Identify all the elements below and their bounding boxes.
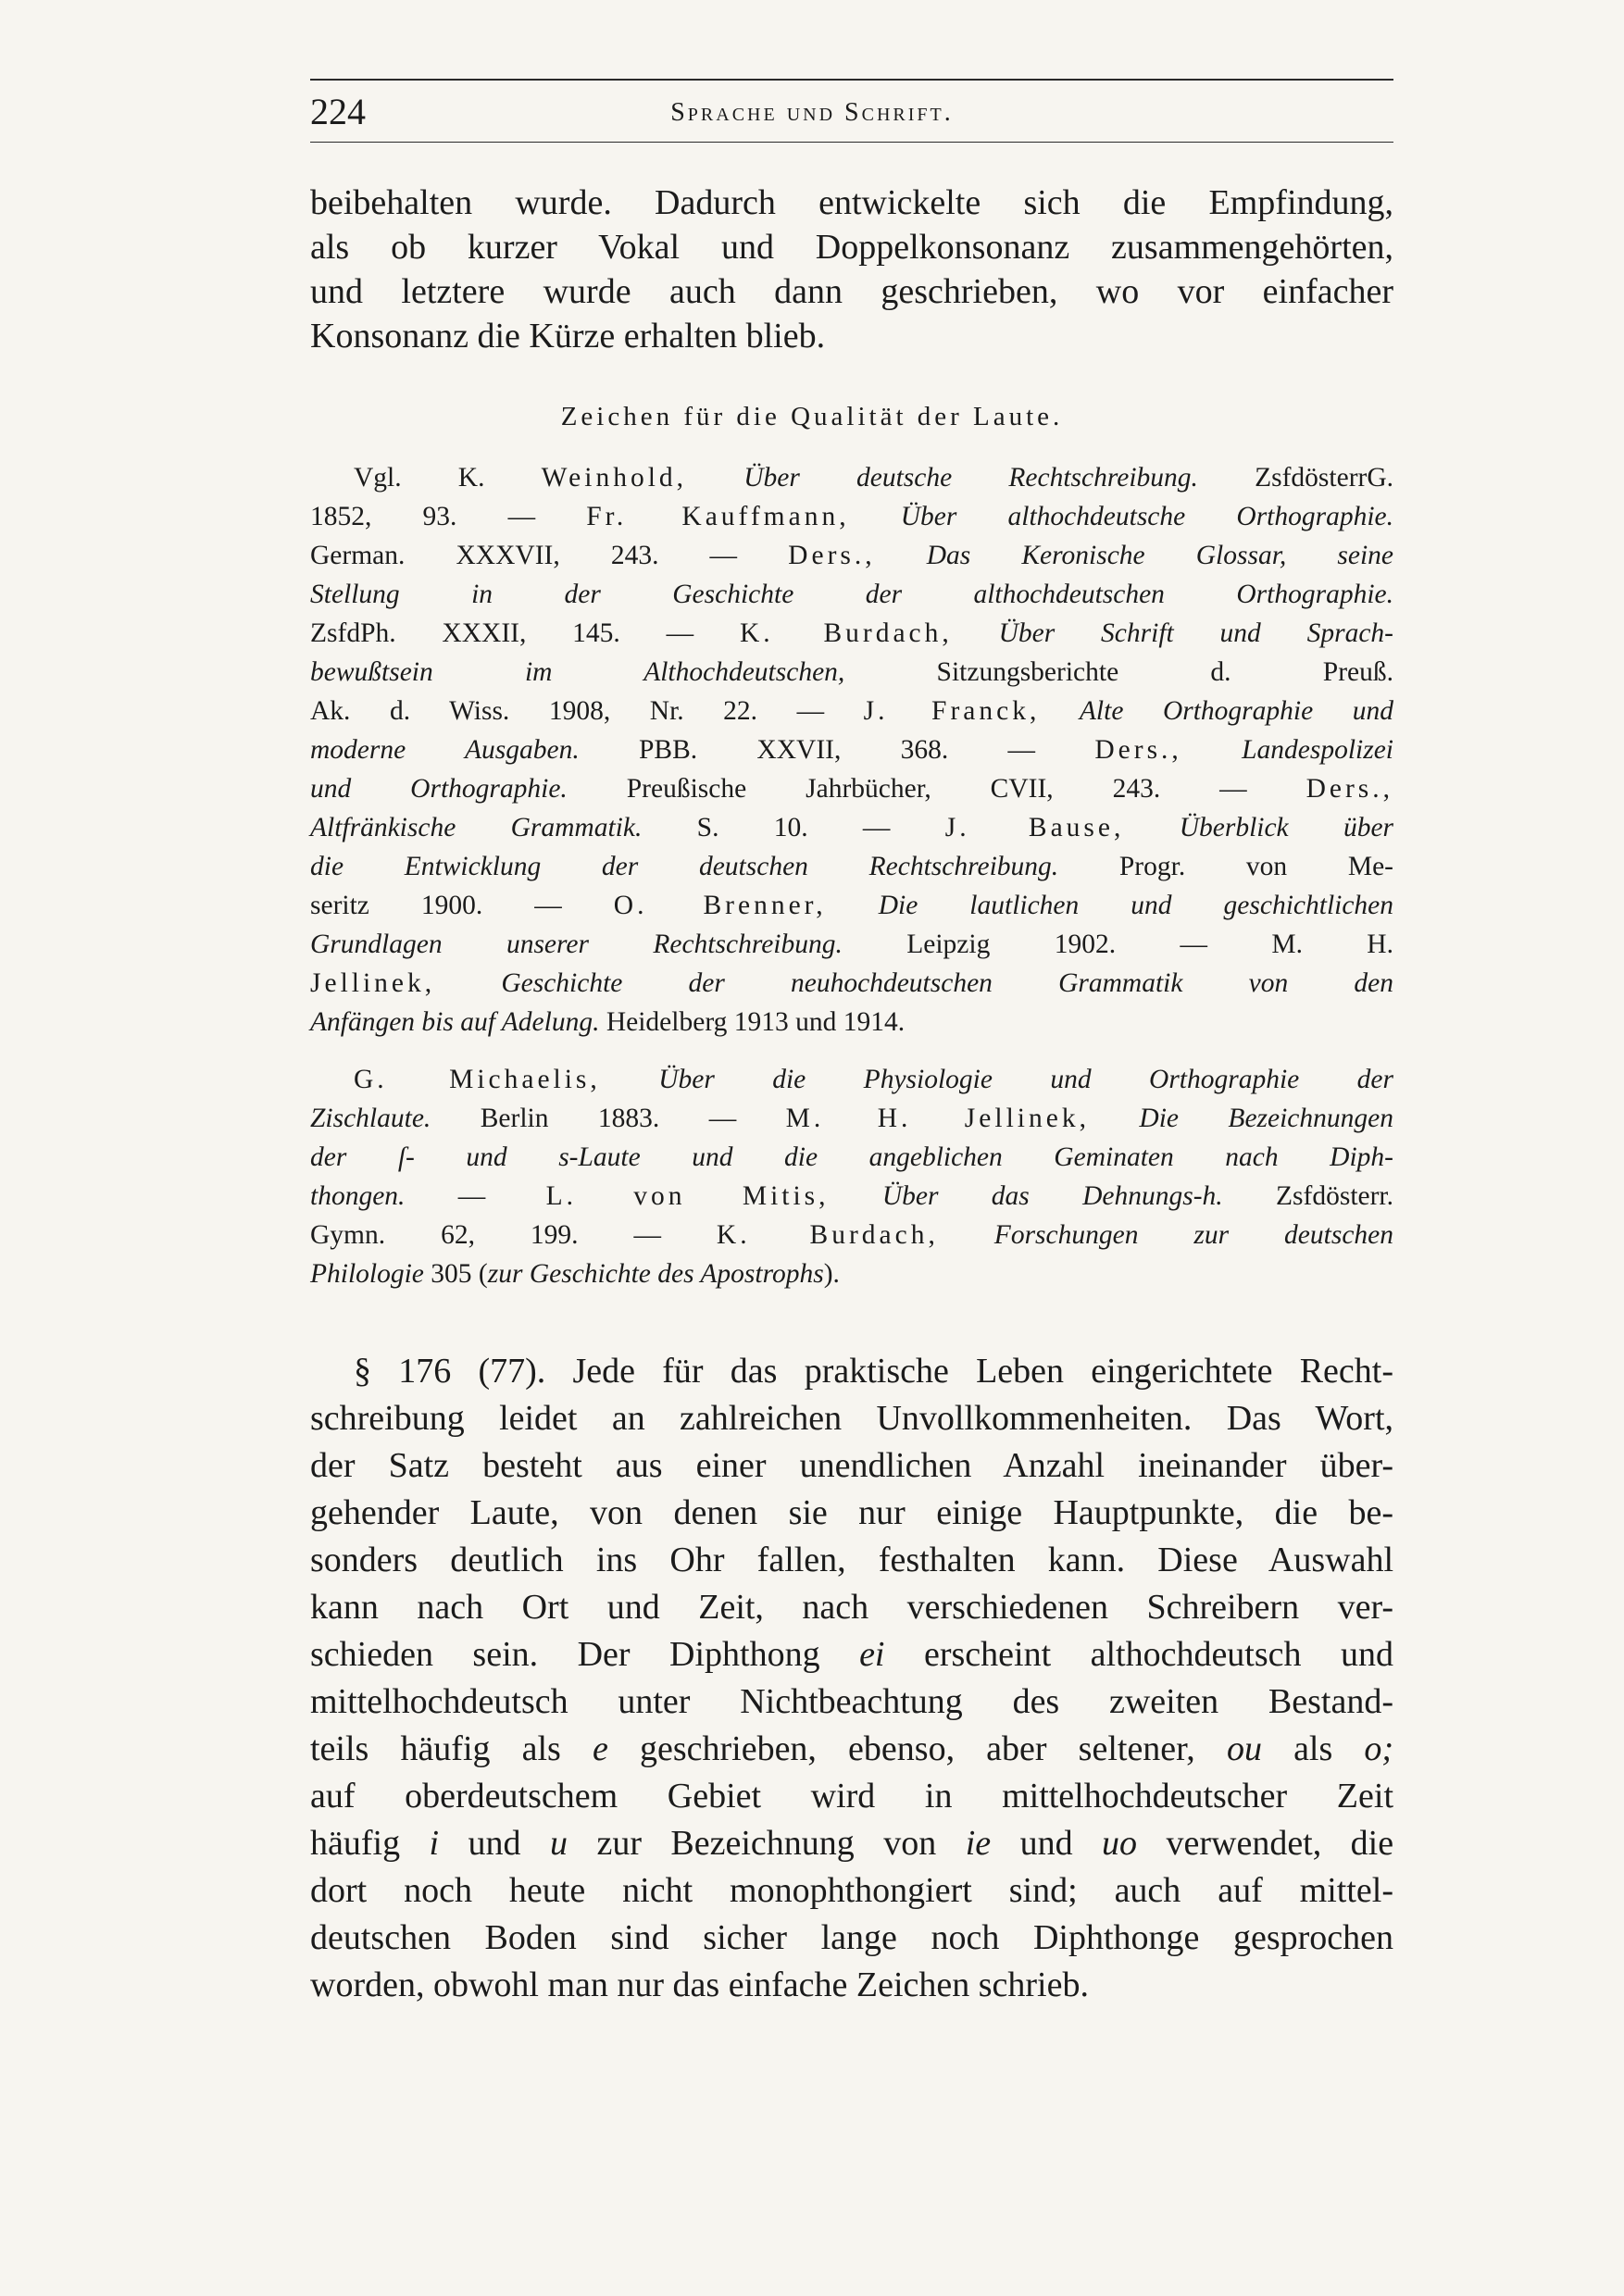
bibliography-line: Vgl. K. Weinhold, Über deutsche Rechtschreibung. ZsfdösterrG. [354, 463, 1394, 493]
bibliography-line: Zischlaute. Berlin 1883. — M. H. Jellinek, Die Bezeichnungen [310, 1104, 1393, 1133]
text-line: deutschen Boden sind sicher lange noch Diphthonge gesprochen [310, 1918, 1393, 1957]
text-line: teils häufig als e geschrieben, ebenso, aber seltener, ou als o; [310, 1729, 1394, 1768]
bibliography-line: Philologie 305 (zur Geschichte des Apostrophs). [310, 1259, 840, 1289]
bibliography-line: die Entwicklung der deutschen Rechtschreibung. Progr. von Me- [310, 852, 1394, 881]
text-line: gehender Laute, von denen sie nur einige Hauptpunkte, die be- [310, 1493, 1393, 1532]
bibliography-line: Anfängen bis auf Adelung. Heidelberg 1913 und 1914. [310, 1007, 906, 1037]
bibliography-line: ZsfdPh. XXXII, 145. — K. Burdach, Über Schrift und Sprach- [310, 618, 1394, 648]
bibliography-line: der ſ- und s-Laute und die angeblichen Geminaten nach Diph- [310, 1142, 1393, 1172]
text-line: worden, obwohl man nur das einfache Zeichen schrieb. [310, 1965, 1089, 2004]
bibliography-line: Stellung in der Geschichte der althochdeutschen Orthographie. [310, 580, 1393, 609]
bibliography-line: Jellinek, Geschichte der neuhochdeutschen Grammatik von den [310, 968, 1393, 998]
header-bottom-rule [310, 142, 1393, 143]
text-line: sonders deutlich ins Ohr fallen, festhalten kann. Diese Auswahl [310, 1541, 1393, 1579]
bibliography-line: Gymn. 62, 199. — K. Burdach, Forschungen zur deutschen [310, 1220, 1394, 1250]
bibliography-line: Ak. d. Wiss. 1908, Nr. 22. — J. Franck, Alte Orthographie und [310, 696, 1393, 726]
text-line: der Satz besteht aus einer unendlichen Anzahl ineinander über- [310, 1446, 1393, 1485]
bibliography-line: German. XXXVII, 243. — Ders., Das Keronische Glossar, seine [310, 541, 1394, 570]
bibliography-line: thongen. — L. von Mitis, Über das Dehnungs-h. Zsfdösterr. [310, 1181, 1394, 1211]
text-line: schreibung leidet an zahlreichen Unvollkommenheiten. Das Wort, [310, 1399, 1393, 1438]
running-title: Sprache und Schrift. [670, 98, 954, 127]
bibliography-line: und Orthographie. Preußische Jahrbücher, CVII, 243. — Ders., [310, 774, 1394, 804]
text-line: auf oberdeutschem Gebiet wird in mittelhochdeutscher Zeit [310, 1777, 1393, 1816]
bibliography-line: seritz 1900. — O. Brenner, Die lautlichen und geschichtlichen [310, 891, 1394, 920]
text-line: als ob kurzer Vokal und Doppelkonsonanz zusammengehörten, [310, 228, 1393, 267]
text-line: Konsonanz die Kürze erhalten blieb. [310, 317, 826, 356]
bibliography-line: bewußtsein im Althochdeutschen, Sitzungsberichte d. Preuß. [310, 657, 1393, 687]
section-heading: Zeichen für die Qualität der Laute. [560, 402, 1064, 431]
text-line: beibehalten wurde. Dadurch entwickelte sich die Empfindung, [310, 183, 1393, 222]
text-line: § 176 (77). Jede für das praktische Leben eingerichtete Recht- [354, 1352, 1393, 1391]
bibliography-line: Grundlagen unserer Rechtschreibung. Leipzig 1902. — M. H. [310, 930, 1393, 959]
bibliography-line: moderne Ausgaben. PBB. XXVII, 368. — Ders., Landespolizei [310, 735, 1394, 765]
page-number: 224 [310, 91, 366, 132]
header-top-rule [310, 79, 1393, 81]
text-line: und letztere wurde auch dann geschrieben, wo vor einfacher [310, 272, 1393, 311]
text-line: mittelhochdeutsch unter Nichtbeachtung des zweiten Bestand- [310, 1682, 1393, 1721]
text-line: schieden sein. Der Diphthong ei erscheint althochdeutsch und [310, 1635, 1393, 1674]
text-line: dort noch heute nicht monophthongiert sind; auch auf mittel- [310, 1871, 1393, 1910]
text-line: häufig i und u zur Bezeichnung von ie und uo verwendet, die [310, 1824, 1394, 1863]
bibliography-line: 1852, 93. — Fr. Kauffmann, Über althochdeutsche Orthographie. [310, 502, 1394, 531]
bibliography-line: G. Michaelis, Über die Physiologie und Orthographie der [354, 1065, 1393, 1094]
bibliography-line: Altfränkische Grammatik. S. 10. — J. Bause, Überblick über [310, 813, 1394, 842]
text-line: kann nach Ort und Zeit, nach verschiedenen Schreibern ver- [310, 1588, 1393, 1627]
